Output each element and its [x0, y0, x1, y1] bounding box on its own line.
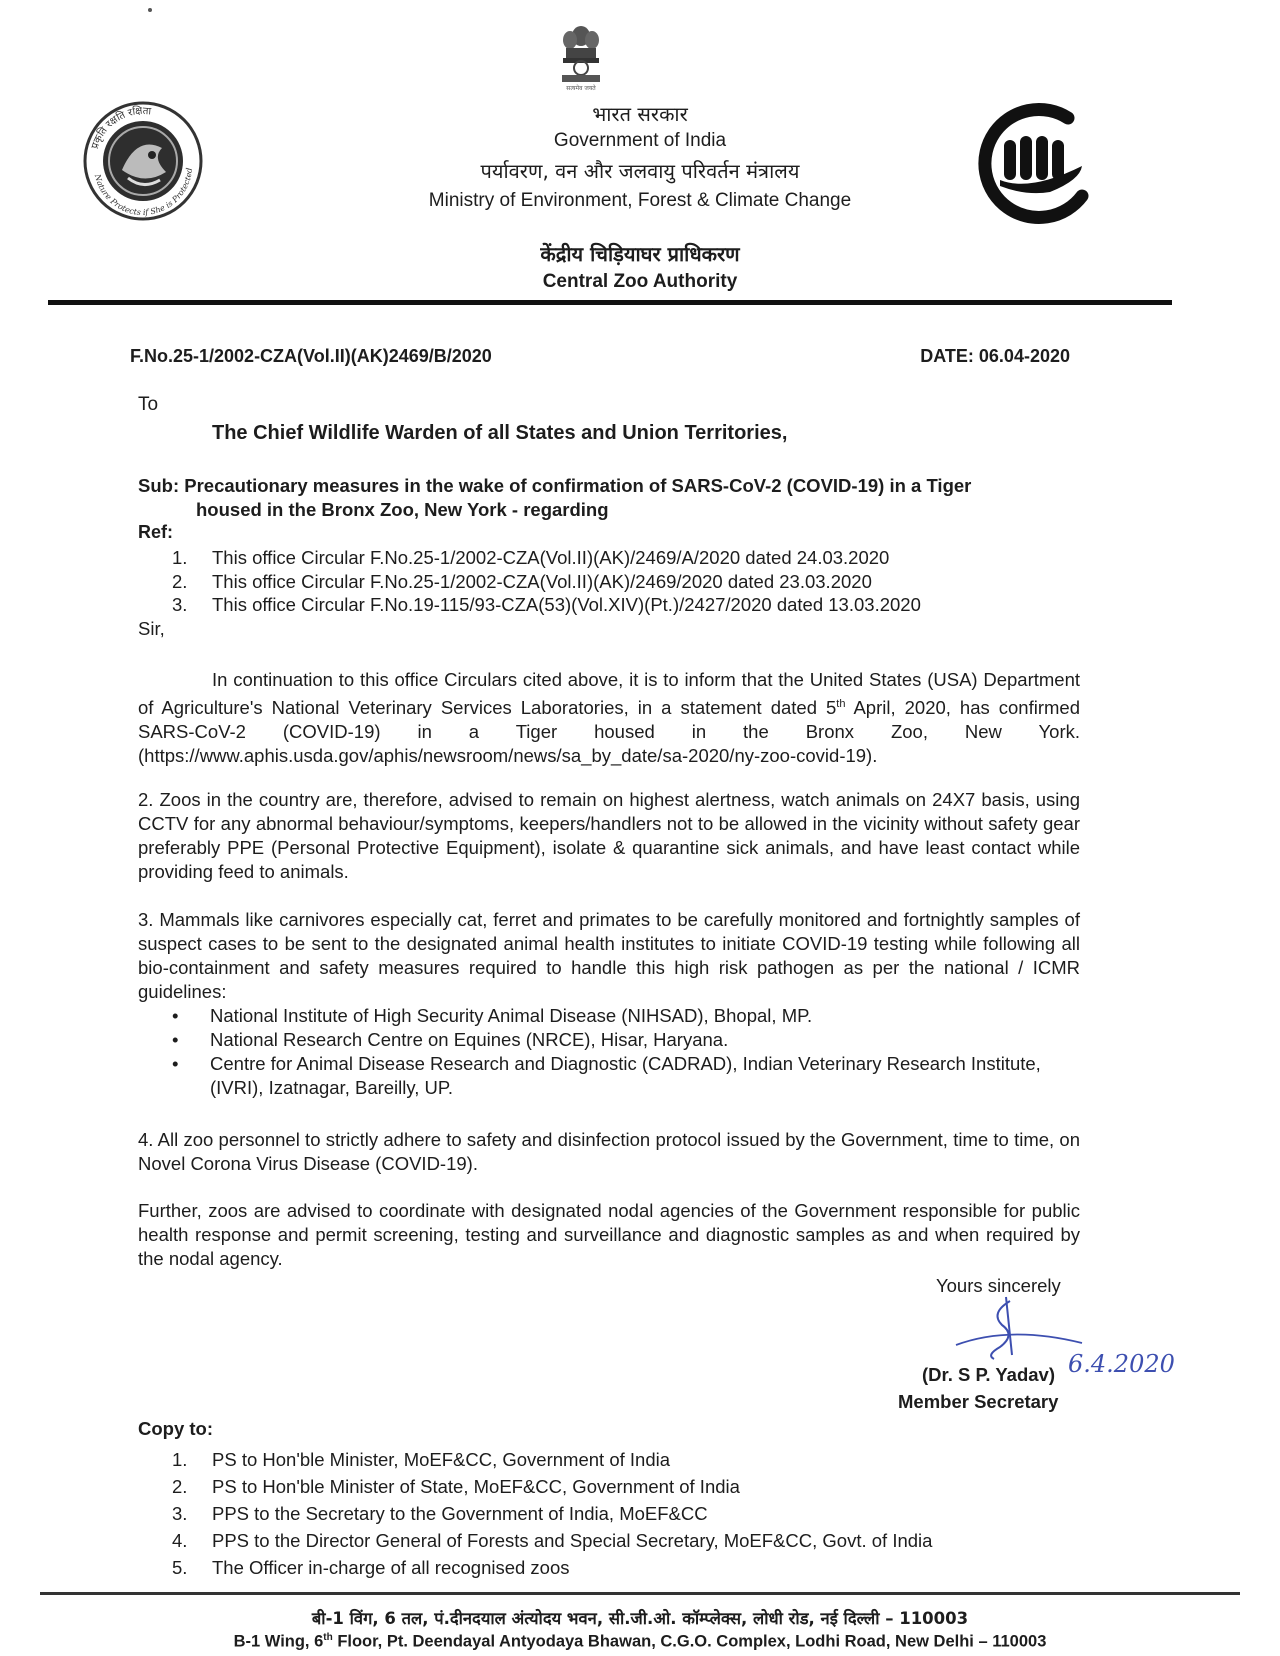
- list-item: 2. PS to Hon'ble Minister of State, MoEF&CC, Government of India: [172, 1476, 740, 1497]
- footer-address-hindi: बी-1 विंग, 6 तल, पं.दीनदयाल अंत्योदय भवन, सी.जी.ओ. कॉम्प्लेक्स, लोधी रोड, नई दिल्ली – 110003: [311, 1609, 969, 1628]
- header-gov-hindi: भारत सरकार: [592, 102, 688, 126]
- emblem-caption: सत्यमेव जयते: [566, 85, 596, 92]
- header-divider: [48, 300, 1172, 305]
- ref-heading: Ref:: [138, 522, 173, 542]
- list-item: • Centre for Animal Disease Research and Diagnostic (CADRAD), Indian Veterinary Research Institute, (IVRI), Izatnagar, Bareilly, UP.: [172, 1053, 1041, 1098]
- handwritten-date: 6.4.2020: [1068, 1350, 1175, 1378]
- bullet-icon: •: [172, 1005, 179, 1026]
- header-ministry-english: Ministry of Environment, Forest & Climate Change: [428, 190, 852, 211]
- subject-second-line: housed in the Bronx Zoo, New York - regarding: [196, 499, 609, 520]
- seal-text-top: प्रकृति रक्षति रक्षिता: [89, 105, 152, 151]
- scan-speck: [148, 8, 152, 12]
- signatory-title: Member Secretary: [898, 1391, 1059, 1412]
- list-item: • National Institute of High Security Animal Disease (NIHSAD), Bhopal, MP.: [172, 1005, 813, 1026]
- list-item: 5. The Officer in-charge of all recognised zoos: [172, 1557, 570, 1578]
- footer-divider: [40, 1592, 1240, 1595]
- header-authority-hindi: केंद्रीय चिड़ियाघर प्राधिकरण: [540, 242, 740, 266]
- list-item: 1. This office Circular F.No.25-1/2002-CZA(Vol.II)(AK)/2469/A/2020 dated 24.03.2020: [172, 547, 890, 568]
- paragraph-2: 2. Zoos in the country are, therefore, advised to remain on highest alertness, watch animals on 24X7 basis, using CCTV for any abnormal behaviour/symptoms, keepers/handlers not to be allowed in the vicinity without safety gear preferably PPE (Personal Protective Equipment), isolate & quarantine sick animals, and have least contact while providing feed to animals.: [138, 789, 1080, 882]
- list-item: 1. PS to Hon'ble Minister, MoEF&CC, Government of India: [172, 1449, 671, 1470]
- file-reference-row: [130, 346, 1070, 367]
- signatory-name: (Dr. S P. Yadav): [922, 1364, 1056, 1385]
- to-label: To: [138, 394, 159, 415]
- bullet-icon: •: [172, 1053, 179, 1074]
- file-number: F.No.25-1/2002-CZA(Vol.II)(AK)2469/B/2020: [130, 346, 492, 366]
- copy-to-heading: Copy to:: [138, 1418, 214, 1439]
- paragraph-1: In continuation to this office Circulars cited above, it is to inform that the United States (USA) Department of Agriculture's National Veterinary Services Laboratories, in a statement dated 5th April, 2020, has confirmed SARS-CoV-2 (COVID-19) in a Tiger housed in the Bronx Zoo, New York. (https://www.aphis.usda.gov/aphis/newsroom/news/sa_by_date/sa-2020/ny-zoo-covid-19).: [138, 669, 1080, 767]
- header-ministry-hindi: पर्यावरण, वन और जलवायु परिवर्तन मंत्रालय: [480, 159, 800, 183]
- list-item: • National Research Centre on Equines (NRCE), Hisar, Haryana.: [172, 1029, 729, 1050]
- header-authority-english: Central Zoo Authority: [542, 271, 738, 292]
- footer-address-english: B-1 Wing, 6th Floor, Pt. Deendayal Antyodaya Bhawan, C.G.O. Complex, Lodhi Road, New Delhi – 110003: [233, 1632, 1047, 1651]
- national-emblem: [556, 22, 606, 96]
- institute-list: [172, 1004, 1080, 1100]
- paragraph-5: Further, zoos are advised to coordinate with designated nodal agencies of the Government responsible for public health response and permit screening, testing and surveillance and diagnostic samples as and when required by the nodal agency.: [138, 1200, 1080, 1269]
- list-item: 2. This office Circular F.No.25-1/2002-CZA(Vol.II)(AK)/2469/2020 dated 23.03.2020: [172, 570, 872, 592]
- bullet-icon: •: [172, 1029, 179, 1050]
- seal-text-bottom: Nature Protects if She is Protected: [92, 167, 195, 217]
- closing: Yours sincerely: [936, 1275, 1061, 1296]
- paragraph-3: 3. Mammals like carnivores especially cat, ferret and primates to be carefully monitored and fortnightly samples of suspect cases to be sent to the designated animal health institutes to initiate COVID-19 testing while following all bio-containment and safety measures required to handle this high risk pathogen as per the national / ICMR guidelines:: [138, 909, 1080, 1002]
- addressee: The Chief Wildlife Warden of all States and Union Territories,: [212, 422, 788, 444]
- header-gov-english: Government of India: [553, 130, 727, 151]
- letter-date: DATE: 06.04-2020: [920, 346, 1070, 366]
- list-item: 3. This office Circular F.No.19-115/93-CZA(53)(Vol.XIV)(Pt.)/2427/2020 dated 13.03.2020: [172, 594, 921, 615]
- copy-to-list: [172, 1446, 932, 1581]
- subject-first-line: Sub: Precautionary measures in the wake of confirmation of SARS-CoV-2 (COVID-19) in a Tiger: [138, 475, 972, 496]
- reference-list: [172, 546, 921, 617]
- salutation: Sir,: [138, 618, 165, 639]
- subject-line: [138, 474, 1080, 522]
- paragraph-4: 4. All zoo personnel to strictly adhere to safety and disinfection protocol issued by the Government, time to time, on Novel Corona Virus Disease (COVID-19).: [138, 1129, 1080, 1174]
- list-item: 4. PPS to the Director General of Forests and Special Secretary, MoEF&CC, Govt. of India: [172, 1530, 933, 1551]
- list-item: 3. PPS to the Secretary to the Government of India, MoEF&CC: [172, 1503, 708, 1524]
